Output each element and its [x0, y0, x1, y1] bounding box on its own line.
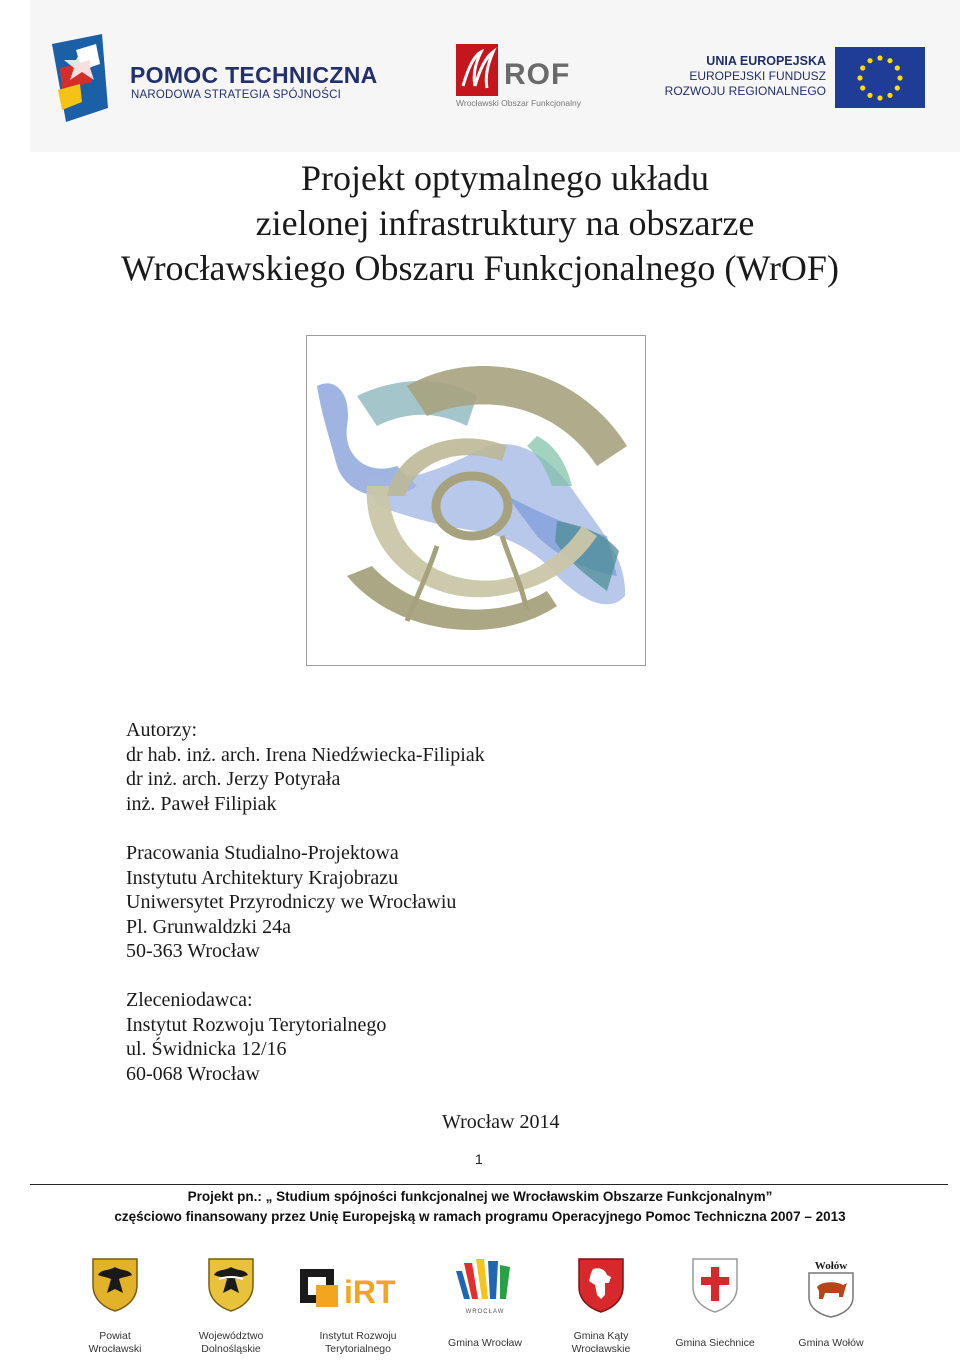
cross-shield-icon: [689, 1255, 741, 1315]
eagle-shield-icon: [89, 1255, 141, 1313]
organization-block: [126, 841, 456, 964]
partner-wojewodztwo-dolnoslaskie: [176, 1255, 286, 1360]
green-infrastructure-diagram-icon: [307, 336, 645, 665]
rof-name: ROF: [504, 58, 571, 91]
eu-line2: EUROPEJSKI FUNDUSZ: [689, 69, 826, 83]
document-title: [0, 156, 960, 291]
partner-label: Gmina Kąty Wrocławskie: [571, 1330, 631, 1355]
partner-irt: [296, 1255, 406, 1360]
client-line: 60-068 Wrocław: [126, 1062, 260, 1085]
cover-illustration: [306, 335, 646, 666]
eu-flag-icon: [835, 47, 925, 108]
svg-text:Wołów: Wołów: [814, 1260, 848, 1272]
page-number: 1: [475, 1151, 483, 1167]
author-name: dr inż. arch. Jerzy Potyrała: [126, 768, 341, 791]
footer-divider: [30, 1184, 948, 1185]
svg-text:WROCŁAW: WROCŁAW: [465, 1309, 505, 1315]
lion-shield-icon: [575, 1255, 627, 1315]
partner-gmina-katy-wroclawskie: [546, 1255, 656, 1360]
partner-label: Gmina Siechnice: [675, 1337, 755, 1349]
partner-gmina-siechnice: [660, 1255, 770, 1360]
authors-heading: Autorzy:: [126, 719, 198, 741]
footer-project-line: Projekt pn.: „ Studium spójności funkcjonalnej we Wrocławskim Obszarze Funkcjonalnym”: [187, 1189, 773, 1204]
footer-funding-line: częściowo finansowany przez Unię Europejską w ramach programu Operacyjnego Pomoc Techniczna 2007 – 2013: [114, 1209, 846, 1224]
client-line: Instytut Rozwoju Terytorialnego: [126, 1013, 387, 1036]
partner-gmina-wroclaw: [430, 1255, 540, 1360]
place-date: Wrocław 2014: [442, 1111, 560, 1133]
eu-line1: UNIA EUROPEJSKA: [706, 54, 826, 68]
partner-label: Powiat Wrocławski: [88, 1330, 142, 1355]
rof-subtitle: Wrocławski Obszar Funkcjonalny: [456, 98, 582, 108]
organization-line: Instytutu Architektury Krajobrazu: [126, 866, 399, 889]
partner-gmina-wolow: [776, 1255, 886, 1360]
svg-text:iRT: iRT: [344, 1274, 396, 1310]
ox-shield-icon: [803, 1255, 859, 1319]
client-block: [126, 988, 386, 1086]
organization-line: 50-363 Wrocław: [126, 940, 260, 963]
author-name: dr hab. inż. arch. Irena Niedźwiecka-Filipiak: [126, 743, 485, 766]
partner-label: Województwo Dolnośląskie: [198, 1330, 264, 1355]
title-line-1: Projekt optymalnego układu: [301, 158, 709, 198]
pt-subtitle: NARODOWA STRATEGIA SPÓJNOŚCI: [131, 89, 342, 101]
wroclaw-logo-icon: [450, 1255, 520, 1317]
pt-title: POMOC TECHNICZNA: [130, 62, 378, 88]
partner-label: Gmina Wołów: [798, 1337, 864, 1349]
partner-label: Instytut Rozwoju Terytorialnego: [319, 1330, 397, 1355]
client-line: ul. Świdnicka 12/16: [126, 1038, 287, 1061]
client-heading: Zleceniodawca:: [126, 989, 253, 1011]
irt-logo-icon: [296, 1255, 420, 1313]
partner-powiat-wroclawski: [60, 1255, 170, 1360]
author-name: inż. Paweł Filipiak: [126, 792, 277, 815]
title-line-3: Wrocławskiego Obszaru Funkcjonalnego (WrOF): [121, 248, 839, 288]
organization-line: Uniwersytet Przyrodniczy we Wrocławiu: [126, 891, 457, 914]
partner-logos: [0, 1255, 960, 1360]
organization-line: Pl. Grunwaldzki 24a: [126, 915, 291, 938]
eu-text: [664, 54, 826, 98]
partner-label: Gmina Wrocław: [448, 1337, 522, 1349]
title-line-2: zielonej infrastruktury na obszarze: [255, 203, 755, 243]
eu-line3: ROZWOJU REGIONALNEGO: [664, 83, 826, 98]
authors-block: [126, 718, 485, 816]
organization-line: Pracowania Studialno-Projektowa: [126, 842, 399, 864]
eagle-shield-icon: [205, 1255, 257, 1313]
